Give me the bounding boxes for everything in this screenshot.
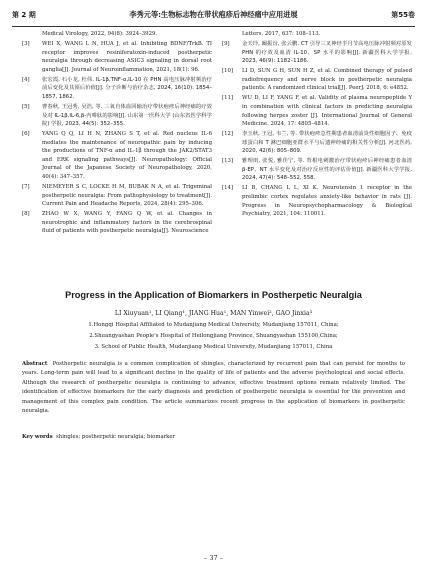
reference-item: [4] 张宏霞, 石小龙, 杜伟. IL-1β,TNF-α,IL-10 在 PHN 高电压脉冲射频治疗前后变化及其预后价值[J]. 分子诊断与治疗杂志, 2024, 16(10): 1854–1857, 1862. [22, 76, 212, 100]
issue-label: 第 2 期 [12, 11, 36, 19]
reference-item: [7] NIEMEYER S C, LOCKE H M, BUBAK N A, et al. Trigeminal postherpetic neuralgia: From pathophysiology to treatment[J]. Current Pain and Headache Reports, 2024, 28(4): 295–306. [22, 184, 212, 208]
reference-item: [13] 雅理雨, 张悦, 雅佳宁, 等. 背根电刺激治疗带状疱疹后神经痛患者血清 β-EP、NT 水平变化及对治疗反应性的评估价值[J]. 新疆医科大学学报, 2024, 47(4): 548–552, 558. [222, 158, 412, 182]
abstract [22, 360, 405, 416]
reference-item: [6] YANG Q Q, LI H N, ZHANG S T, et al. Red nucleus IL-6 mediates the maintenance of neuropathic pain by inducing the productions of TNF-α and IL-1β through the JAK2/STAT3 and ERK signaling pathways[J]. Neuropathology: Official Journal of the Japanese Society of Neuropathology, 2020, 40(4): 347–357. [22, 131, 212, 181]
english-title: Progress in the Application of Biomarkers in Postherpetic Neuralgia [65, 290, 362, 300]
keywords [22, 434, 405, 440]
affiliation: 3. School of Public Health, Mudanjiang Medical University, Mudanjiang 157011, China [94, 344, 333, 350]
reference-item: [14] LI B, CHANG L L, XI K. Neurotensin 1 receptor in the prelimbic cortex regulates anxiety-like behavior in rats [J]. Progress in Neuropsychopharmacology & Biological Psychiatry, 2021, 104: 110011. [222, 185, 412, 218]
reference-item: Letters. 2017, 637: 108–113. [242, 31, 321, 37]
references-right-column [222, 30, 412, 220]
keywords-text: shingles; postherpetic neuralgia; biomarker [56, 434, 176, 440]
reference-item: [3] WEI X, WANG L N, HUA J, et al. Inhibiting BDNF/TrkB. TI receptor improves resiniferatoxin-induced postherpetic neuralgia through decreasing ASIC3 signaling in dorsal root ganglia[J]. Journal of Neuroinflammation, 2021, 18(1): 96. [22, 40, 212, 73]
affiliation: 1.Hongqi Hospital Affiliated to Mudanjiang Medical University, Mudanjiang 157011, China; [88, 322, 339, 328]
reference-item: [11] WU D, LI F, YANG F, et al. Validity of plasma neuropeptide Y in combination with clinical factors in predicting neuralgia following herpes zoster [J]. International Journal of General Medicine. 2024, 17: 4805–4814. [222, 95, 412, 128]
header-rule [12, 26, 415, 27]
abstract-label: Abstract [22, 361, 48, 367]
references-left-column [22, 30, 212, 237]
reference-item: [10] LI D, SUN G H, SUN H Z, et al. Combined therapy of pulsed radiofrequency and nerve block in postherpetic neuralgia patients: A randomized clinical trial[J]. PeerJ. 2018, 6: e4852. [222, 68, 412, 92]
reference-item: [9] 金天玲, 阚振汾, 张云鹏. CT 引导三叉神经半月节高电压脉冲射频对原发 PHN 的疗效及血清 IL-10、SP 水平的影响[J]. 新疆医科大学学报, 2023, 46(9): 1182–1186. [222, 40, 412, 65]
reference-item: Medical Virology, 2022, 94(8): 3924–3929. [42, 31, 158, 37]
reference-item: [5] 曹春秋, 王冠秀, 吴浩, 等. 三氧自体血回输治疗带状疱疹后神经痛的疗效及对 IL-1β,IL-6,β-内啡肽的影响[J]. 山东第一医科大学 (山东省医学科学院) 学报, 2023, 44(5): 352–355. [22, 103, 212, 128]
page-header [12, 8, 415, 22]
page-number: – 37 – [204, 554, 223, 562]
volume-label: 第55卷 [391, 11, 415, 19]
keywords-label: Key words [22, 434, 53, 440]
affiliation: 2.Shuangyashan People's Hospital of Heilongjiang Province, Shuangyashan 155100,China; [89, 333, 338, 339]
running-title: 李秀元等:生物标志物在带状疱疹后神经痛中应用进展 [129, 10, 298, 19]
abstract-text: Postherpetic neuralgia is a common complication of shingles, characterized by recurrent pain that can persist for months to years. Long-term pain will lead to a significant decline in the quality of life of patients and the adverse psychological and social effects. Although the research of postherpetic neuralgia is continuing to advance, effective treatment options remain relatively limited. The identification of effective biomarkers for the early diagnosis and prediction of postherpetic neuralgia is essential for the prevention and management of this complex pain condition. The article summarizes recent progress in the application of biomarkers in postherpetic neuralgia. [22, 361, 405, 415]
reference-item: [12] 李玉秋, 王冠, 韦兰, 等. 带状疱疹急性期患者血清前炎性细胞因子、免疫球蛋白和 T 淋巴细胞亚群水平与后遗神经痛的相关性分析[J]. 河北医药, 2020, 42(6): 805–809. [222, 131, 412, 155]
reference-item: [8] ZHAO W X, WANG Y, FANG Q W, et al. Changes in neurotrophic and inflammatory factors in the cerebrospinal fluid of patients with postherpetic neuralgia[J]. Neuroscience [22, 211, 212, 235]
author-list: LI Xiuyuan¹, LI Qiang¹, JIANG Hua¹, MAN Yinwei², GAO Jinxia³ [114, 310, 313, 317]
